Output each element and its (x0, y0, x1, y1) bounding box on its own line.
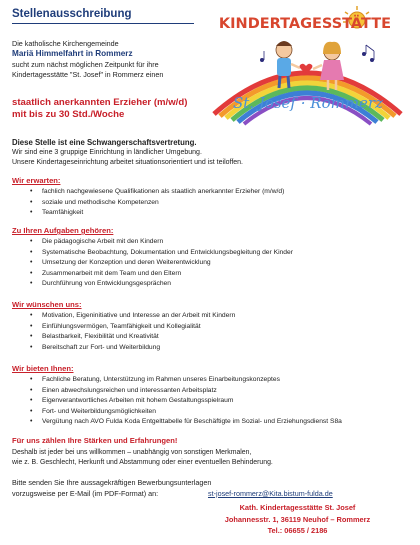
intro-line-4: Kindertagesstätte "St. Josef" in Rommerz einen (12, 69, 164, 79)
bullet-list (12, 311, 412, 353)
closing-heading: Für uns zählen Ihre Stärken und Erfahrungen! (12, 436, 178, 445)
list-item: • Teamfähigkeit (12, 208, 412, 219)
list-item: • Systematische Beobachtung, Dokumentation und Entwicklungsbegleitung der Kinder (12, 248, 412, 259)
position-line-1: staatlich anerkannten Erzieher (m/w/d) (12, 97, 188, 108)
section-offers (12, 364, 412, 428)
list-item: • Die pädagogische Arbeit mit den Kindern (12, 237, 412, 248)
logo-top-text: KINDERTAGESSTÄTTE (218, 16, 392, 32)
list-item: • Zusammenarbeit mit dem Team und den Eltern (12, 269, 412, 280)
list-item: • Durchführung von Entwicklungsgesprächen (12, 279, 412, 290)
list-item: • Motivation, Eigeninitiative und Interesse an der Arbeit mit Kindern (12, 311, 412, 322)
intro-line-3: sucht zum nächst möglichen Zeitpunkt für ihre (12, 59, 159, 69)
section-wishes (12, 300, 412, 353)
kita-logo (200, 2, 415, 127)
signature-phone: Tel.: 06655 / 2186 (267, 526, 328, 535)
email-link[interactable]: st-josef-rommerz@Kita.bistum-fulda.de (208, 488, 333, 498)
section-heading: Wir wünschen uns: (12, 300, 82, 309)
list-item: • Fachliche Beratung, Unterstützung im Rahmen unseres Einarbeitungskonzeptes (12, 375, 412, 386)
apply-line-2: vorzugsweise per E-Mail (im PDF-Format) an: (12, 488, 159, 498)
list-item: • Belastbarkeit, Flexibilität und Kreativität (12, 332, 412, 343)
list-item: • fachlich nachgewiesene Qualifikationen als staatlich anerkannter Erzieher (m/w/d) (12, 187, 412, 198)
bullet-list (12, 375, 412, 428)
list-item: • Umsetzung der Konzeption und deren Weiterentwicklung (12, 258, 412, 269)
apply-line-1: Bitte senden Sie Ihre aussagekräftigen Bewerbungsunterlagen (12, 478, 212, 487)
signature-block (190, 502, 405, 537)
list-item: • Vergütung nach AVO Fulda Koda Entgelttabelle für Beschäftigte im Sozial- und Erziehungsdienst S8a (12, 417, 412, 428)
position-line-2: mit bis zu 30 Std./Woche (12, 109, 125, 121)
lead-line-2: Wir sind eine 3 gruppige Einrichtung in ländlicher Umgebung. (12, 149, 202, 157)
list-item: • Einen abwechslungsreichen und interessanten Arbeitsplatz (12, 386, 412, 397)
page-title: Stellenausschreibung (12, 8, 132, 20)
list-item: • Fort- und Weiterbildungsmöglichkeiten (12, 407, 412, 418)
kita-logo-graphic (200, 2, 415, 127)
bullet-list (12, 187, 412, 219)
section-heading: Zu Ihren Aufgaben gehören: (12, 226, 114, 235)
bullet-list (12, 237, 412, 290)
intro-block (12, 39, 202, 80)
signature-name: Kath. Kindertagesstätte St. Josef (239, 503, 356, 512)
section-tasks (12, 226, 412, 290)
closing-text (12, 448, 412, 468)
title-underline (12, 23, 194, 24)
logo-bottom-text: St. Josef · Rommerz (232, 94, 384, 112)
closing-line-1: Deshalb ist jeder bei uns willkommen – unabhängig von sonstigen Merkmalen, (12, 449, 252, 456)
lead-line-1: Diese Stelle ist eine Schwangerschaftsvertretung. (12, 138, 197, 147)
section-heading: Wir bieten Ihnen: (12, 364, 74, 373)
lead-block (12, 138, 412, 167)
list-item: • Eigenverantwortliches Arbeiten mit hohem Gestaltungsspielraum (12, 396, 412, 407)
position-title (12, 97, 187, 121)
signature-address: Johannesstr. 1, 36119 Neuhof – Rommerz (224, 514, 371, 524)
list-item: • soziale und methodische Kompetenzen (12, 198, 412, 209)
closing-line-2: wie z. B. Geschlecht, Herkunft und Abstammung oder einer eventuellen Behinderung. (12, 459, 273, 466)
section-expectations (12, 176, 412, 219)
intro-line-1: Die katholische Kirchengemeinde (12, 39, 119, 48)
section-heading: Wir erwarten: (12, 176, 61, 185)
list-item: • Einfühlungsvermögen, Teamfähigkeit und Kollegialität (12, 322, 412, 333)
list-item: • Bereitschaft zur Fort- und Weiterbildung (12, 343, 412, 354)
lead-line-3: Unsere Kindertageseinrichtung arbeitet situationsorientiert und ist teiloffen. (12, 158, 244, 166)
application-block (12, 478, 420, 499)
parish-name: Mariä Himmelfahrt in Rommerz (12, 49, 133, 59)
